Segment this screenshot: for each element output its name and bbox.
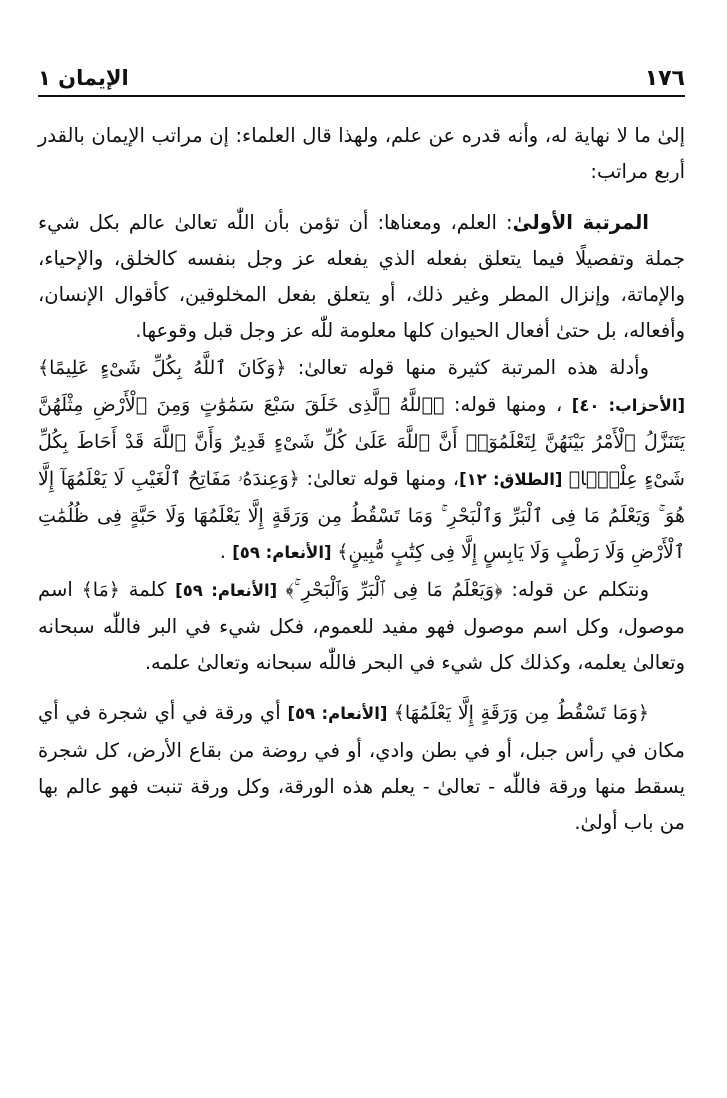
quran-verse: ﴿مَا﴾ <box>81 578 120 601</box>
paragraph-evidence <box>38 350 685 572</box>
verse-reference: [الأنعام: ٥٩] <box>175 580 286 600</box>
paragraph-intro-text: إلىٰ ما لا نهاية له، وأنه قدره عن علم، ولهذا قال العلماء: إن مراتب الإيمان بالقدر أربع مراتب: <box>38 124 685 184</box>
quran-verse: ﴿وَمَا تَسْقُطُ مِن وَرَقَةٍ إِلَّا يَعْلَمُهَا﴾ <box>393 702 649 725</box>
quran-verse: ﴿وَيَعْلَمُ مَا فِى ٱلْبَرِّ وَٱلْبَحْرِ ۚ﴾ <box>285 578 503 601</box>
quran-verse: ﴿وَعِندَهُۥ مَفَاتِحُ ٱلْغَيْبِ لَا يَعْلَمُهَآ إِلَّا هُوَ ۚ وَيَعْلَمُ مَا فِى ٱلْبَرِّ وَٱلْبَحْرِ ۚ وَمَا تَسْقُطُ مِن وَرَقَةٍ إِلَّا يَعْلَمُهَا وَلَا حَبَّةٍ فِى ظُلُمَٰتِ ٱلْأَرْضِ وَلَا رَطْبٍ وَلَا يَابِسٍ إِلَّا فِى كِتَٰبٍ مُّبِينٍ﴾ <box>38 467 685 564</box>
header-divider <box>38 95 685 97</box>
quran-verse: ﴿وَكَانَ ٱللَّهُ بِكُلِّ شَىْءٍ عَلِيمًا﴾ <box>38 356 287 379</box>
text-segment: وأدلة هذه المرتبة كثيرة منها قوله تعالىٰ: <box>286 355 649 379</box>
paragraph-commentary <box>38 572 685 682</box>
verse-reference: [الطلاق: ١٢] <box>459 469 569 489</box>
text-segment: كلمة <box>119 577 176 601</box>
paragraph-first-level <box>38 205 685 350</box>
paragraph-intro <box>38 118 685 191</box>
page-body <box>38 118 685 842</box>
text-segment: اسم موصول، وكل اسم موصول فهو مفيد للعموم، فكل شيء في البر فاللّٰه سبحانه وتعالىٰ يعلمه، وكذلك كل شيء في البحر فاللّٰه سبحانه وتعالىٰ علمه. <box>38 577 685 675</box>
text-segment: ، ومنها قوله: <box>444 393 572 417</box>
paragraph-first-level-text: : العلم، ومعناها: أن تؤمن بأن اللّٰه تعالىٰ عالم بكل شيء جملة وتفصيلًا فيما يتعلق بفعله الذي يفعله عز وجل بنفسه كالخلق، والإحياء، والإماتة، وإنزال المطر وغير ذلك، أو يتعلق بفعل المخلوقين، كأقوال الإنسان، وأفعاله، بل حتىٰ أفعال الحيوان كلها معلومة للّٰه عز وجل قبل وقوعها. <box>38 210 685 343</box>
section-heading: المرتبة الأولىٰ <box>512 210 649 234</box>
text-segment: ونتكلم عن قوله: <box>502 577 649 601</box>
paragraph-leaf <box>38 695 685 841</box>
text-segment: ، ومنها قوله تعالىٰ: <box>299 466 460 490</box>
text-segment: . <box>219 540 233 564</box>
text-segment: أي ورقة في أي شجرة في أي مكان في رأس جبل، أو في بطن وادي، أو في روضة من بقاع الأرض، كل شجرة يسقط منها ورقة فاللّٰه - تعالىٰ - يعلم هذه الورقة، وكل ورقة تنبت فهو عالم بها من باب أولىٰ. <box>38 701 685 835</box>
running-title: الإيمان ١ <box>38 66 129 90</box>
verse-reference: [الأحزاب: ٤٠] <box>571 396 686 416</box>
verse-reference: [الأنعام: ٥٩] <box>232 543 338 563</box>
verse-reference: [الأنعام: ٥٩] <box>287 704 394 724</box>
page-header <box>38 62 685 98</box>
page-number: ١٧٦ <box>644 66 685 91</box>
quran-verse: ﴿ٱللَّهُ ٱلَّذِى خَلَقَ سَبْعَ سَمَٰوَٰتٍ وَمِنَ ٱلْأَرْضِ مِثْلَهُنَّ يَتَنَزَّلُ ٱلْأَمْرُ بَيْنَهُنَّ لِتَعْلَمُوٓا۟ أَنَّ ٱللَّهَ عَلَىٰ كُلِّ شَىْءٍ قَدِيرٌ وَأَنَّ ٱللَّهَ قَدْ أَحَاطَ بِكُلِّ شَىْءٍ عِلْمًۢا﴾ <box>38 394 685 490</box>
